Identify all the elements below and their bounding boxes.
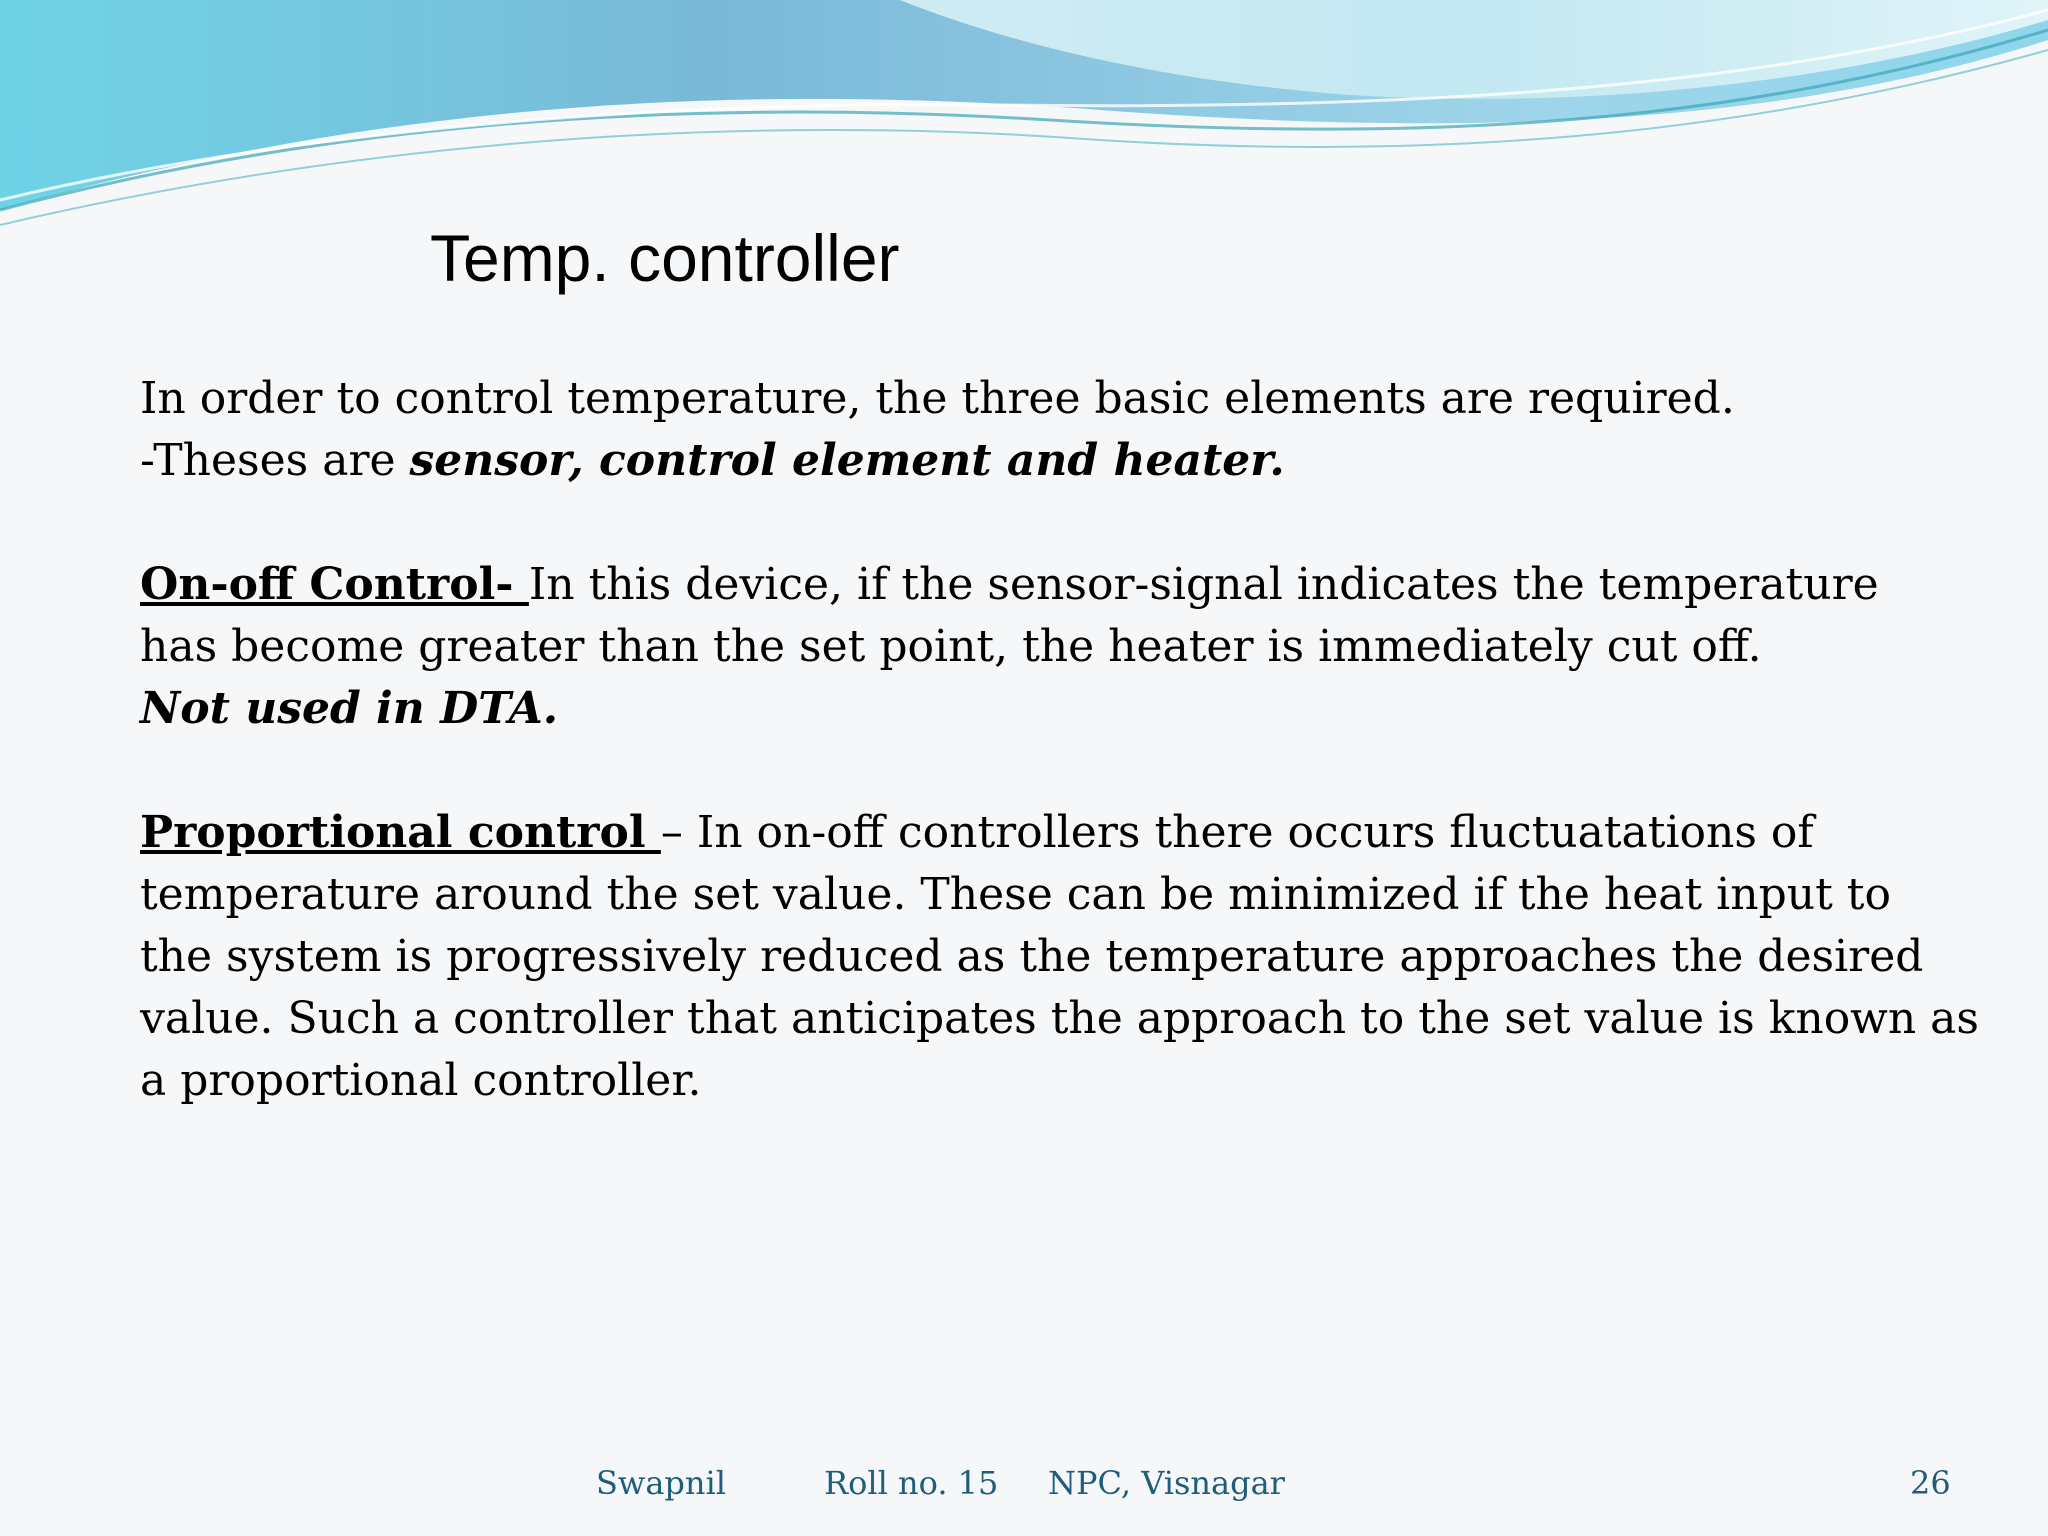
spacer bbox=[140, 492, 1940, 554]
intro-line-2-prefix: -Theses are bbox=[140, 435, 410, 486]
proportional-line-1-text: – In on-off controllers there occurs fluctuatations of bbox=[660, 807, 1814, 858]
slide-title: Temp. controller bbox=[430, 221, 900, 295]
onoff-line-2: has become greater than the set point, the heater is immediately cut off. bbox=[140, 621, 1762, 672]
onoff-line-1-text: In this device, if the sensor-signal indicates the temperature bbox=[528, 559, 1879, 610]
intro-line-1: In order to control temperature, the three basic elements are required. bbox=[140, 373, 1735, 424]
spacer bbox=[140, 740, 1940, 802]
proportional-line-1 bbox=[140, 802, 1940, 864]
onoff-heading: On-off Control- bbox=[140, 559, 529, 610]
intro-line-2 bbox=[140, 430, 1940, 492]
footer-page-number: 26 bbox=[1910, 1464, 1951, 1502]
proportional-line-2: temperature around the set value. These can be minimized if the heat input to bbox=[140, 869, 1891, 920]
intro-line-2-emphasis: sensor, control element and heater. bbox=[409, 435, 1285, 486]
footer-institute: NPC, Visnagar bbox=[1048, 1464, 1285, 1502]
slide-body bbox=[140, 368, 1979, 1112]
proportional-line-5: a proportional controller. bbox=[140, 1055, 702, 1106]
proportional-heading: Proportional control bbox=[140, 807, 661, 858]
header-wave-decoration bbox=[0, 0, 2048, 260]
proportional-line-3: the system is progressively reduced as the temperature approaches the desired bbox=[140, 931, 1924, 982]
onoff-note: Not used in DTA. bbox=[140, 683, 559, 734]
proportional-line-4: value. Such a controller that anticipates the approach to the set value is known as bbox=[140, 993, 1979, 1044]
footer-roll: Roll no. 15 bbox=[824, 1464, 999, 1502]
onoff-line-1 bbox=[140, 554, 1940, 616]
footer-author: Swapnil bbox=[596, 1464, 726, 1502]
